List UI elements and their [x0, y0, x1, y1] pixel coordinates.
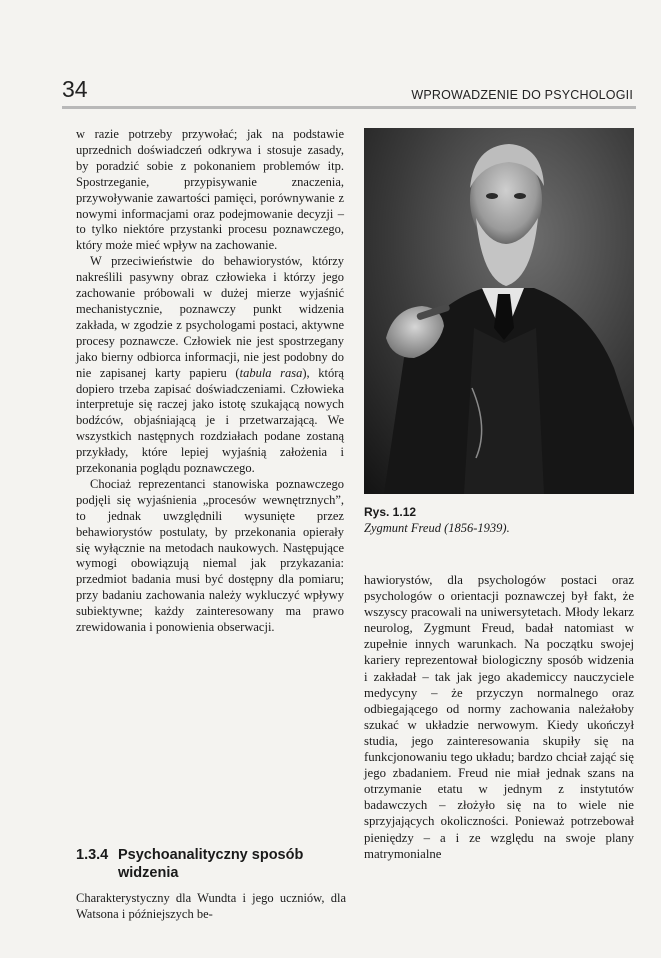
latin-term: tabula rasa — [239, 365, 303, 380]
figure-caption: Zygmunt Freud (1856-1939). — [364, 521, 510, 535]
left-column — [76, 127, 344, 636]
section-number: 1.3.4 — [76, 847, 109, 863]
paragraph: w razie potrzeby przywołać; jak na podstawie uprzednich doświadczeń odkrywa i stosuje zasady, by poradzić sobie z pokonaniem problemów itp. Spostrzeganie, przypisywanie znaczenia, przywoływanie zawartości pamięci, porównywanie z nowymi informacjami oraz podejmowanie decyzji – to tylko niektóre przystanki procesu poznawczego, który może mieć wpływ na zachowanie. — [76, 127, 344, 253]
paragraph: Chociaż reprezentanci stanowiska poznawczego podjęli się wyjaśnienia „procesów wewnętrznych”, to jednak uwzględnili wysunięte przez behawiorystów postulaty, by przekonania opierały się wyłącznie na metodach naukowych. Następujące wymogi obowiązują niemal jak przykazania: przedmiot badania musi być dostępny dla pomiaru; przy badaniu zachowania należy wykluczyć wpływy subiektywne; każdy zainteresowany ma prawo zrewidowania i ponowienia obserwacji. — [76, 476, 344, 635]
eye — [514, 193, 526, 199]
eye — [486, 193, 498, 199]
figure-label: Rys. 1.12 — [364, 505, 417, 519]
header-rule — [62, 106, 636, 109]
paragraph: hawiorystów, dla psychologów postaci oraz psychologów o orientacji poznawczej był fakt, że wszyscy pracowali na uniwersytetach. Młody lekarz neurolog, Zygmunt Freud, badał natomiast w zupełnie innych warunkach. Na początku swojej kariery reprezentował biologiczny sposób widzenia i zakładał – tak jak jego akademiccy nauczyciele medycyny – że przyczyn normalnego oraz odbiegającego od normy zachowania należałoby szukać w układzie nerwowym. Kiedy ukończył studia, jego zainteresowania skupiły się na funkcjonowaniu tego układu; bardzo chciał zająć się jego zbadaniem. Freud nie miał jednak szans na otrzymanie etatu w jednym z instytutów badawczych – złożyło się na to wiele nie sprzyjających okoliczności. Ponieważ potrzebował pieniędzy – a i ze względu na swoje plany matrymonialne — [364, 573, 634, 861]
running-title: WPROWADZENIE DO PSYCHOLOGII — [411, 88, 633, 102]
paragraph-text: W przeciwieństwie do behawiorystów, którzy nakreślili pasywny obraz człowieka i którzy jego zachowanie próbowali w dużej mierze wyjaśnić mechanistycznie, poznawczy punkt widzenia zakłada, w zgodzie z psychologami postaci, aktywne procesy poznawcze. Człowiek nie jest spostrzegany jako bierny odbiorca informacji, nie jest podobny do nie zapisanej karty papieru ( — [76, 254, 344, 380]
freud-portrait-photo — [364, 128, 634, 494]
paragraph: Charakterystyczny dla Wundta i jego uczniów, dla Watsona i późniejszych be- — [76, 891, 346, 921]
section-title-line1: Psychoanalityczny sposób — [118, 847, 304, 863]
waistcoat — [464, 328, 544, 494]
paragraph — [76, 254, 344, 477]
paragraph-text: ), którą dopiero trzeba zapisać doświadczeniami. Człowieka interpretuje się raczej jako istotę szukającą nowych bodźców, objaśniającą je i przetwarzającą. We wszystkich następnych rozdziałach podane zostaną przykłady, które lepiej wyjaśnią założenia i przekonania poglądu poznawczego. — [76, 365, 344, 476]
section-heading — [76, 846, 346, 882]
page-number: 34 — [62, 76, 88, 102]
section-title-line2: widzenia — [118, 865, 179, 881]
right-column — [364, 572, 634, 862]
left-column-bottom — [76, 890, 346, 922]
